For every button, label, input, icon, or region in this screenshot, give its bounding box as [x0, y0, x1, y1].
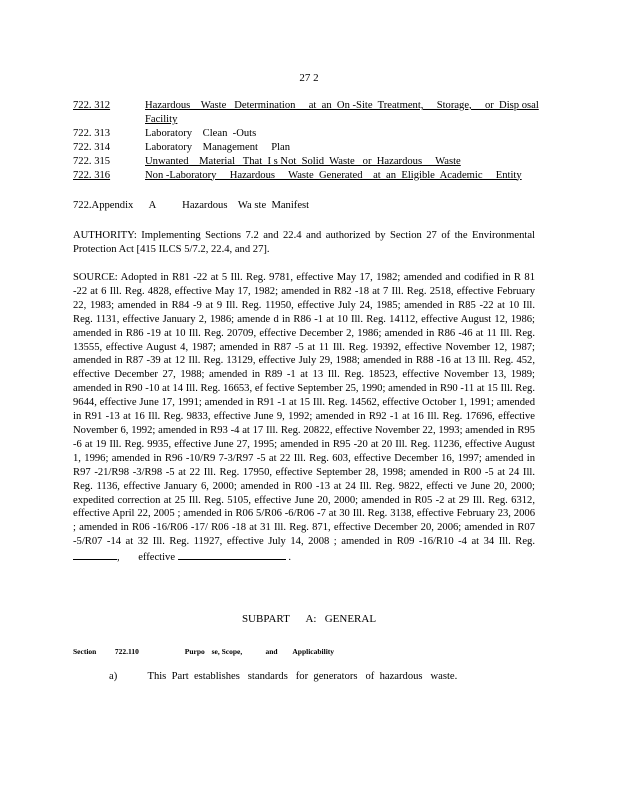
toc-section-title: Hazardous Waste Determination at an On -Site Treatment, Storage, or Disp osal: [145, 100, 539, 111]
section-title-part: and: [265, 647, 278, 656]
toc-section-number: 722. 316: [73, 169, 111, 181]
section-number: 722.110: [114, 647, 139, 656]
toc-section-number: 722. 312: [73, 100, 111, 111]
paragraph-text: This Part establishes standards for generators of hazardous waste.: [147, 671, 458, 682]
source-end: .: [288, 552, 292, 564]
source-text: SOURCE: Adopted in R81 -22 at 5 Ill. Reg. 9781, effective May 17, 1982; amended and codified in R 81 -22 at 6 Ill. Reg. 4828, effective May 17, 1982; amended in R82 -18 at 7 Ill. Reg. 2518, effective February 22, 1983; amended in R84 -9 at 9 Ill. Reg. 11950, effective July 24, 1985; amended in R85 -22 at 10 Ill. Reg. 1131, effective January 2, 1986; amende d in R86 -1 at 10 Ill. Reg. 14112, effective August 12, 1986; amended in R86 -19 at 10 Ill. Reg. 20709, effective December 2, 1986; amended in R86 -46 at 11 Ill. Reg. 13555, effective August 4, 1987; amended in R87 -5 at 11 Ill. Reg. 19392, effective November 12, 1987; amended in R87 -39 at 12 Ill. Reg. 13129, effective July 29, 1988; amended in R88 -16 at 13 Ill. Reg. 452, effective December 27, 1988; amended in R89 -1 at 13 Ill. Reg. 18523, effective November 13, 1989; amended in R90 -10 at 14 Ill. Reg. 16653, ef fective September 25, 1990; amended in R90 -11 at 15 Ill. Reg. 9644, effective June 17, 1991; amended in R91 -1 at 15 Ill. Reg. 14562, effective October 1, 1991; amended in R91 -13 at 16 Ill. Reg. 9833, effective June 9, 1992; amended in R92 -1 at 16 Ill. Reg. 17696, effective November 6, 1992; amended in R93 -4 at 17 Ill. Reg. 20822, effective November 22, 1993; amended in R95 -6 at 19 Ill. Reg. 9935, effective June 27, 1995; amended in R95 -20 at 20 Ill. Reg. 11236, effective August 1, 1996; amended in R96 -10/R9 7-3/R97 -5 at 22 Ill. Reg. 603, effective December 16, 1997; amended in R97 -21/R98 -3/R98 -5 at 22 Ill. Reg. 17950, effective September 28, 1998; amended in R00 -5 at 24 Ill. Reg. 1136, effective January 6, 2000; amended in R00 -13 at 24 Ill. Reg. 9822, effecti ve June 20, 2000; expedited correction at 25 Ill. Reg. 5105, effective June 20, 2000; amended in R05 -2 at 29 Ill. Reg. 6312, effective April 22, 2005 ; amended in R06 5/R06 -6/R06 -7 at 30 Ill. Reg. 3138, effective February 23, 2006 ; amended in R06 -16/R06 -17/ R06 -18 at 31 Ill. Reg. 871, effective December 20, 2006; amended in R07 -5/R07 -14 at 32 Ill. Reg. 11927, effective July 14, 2008 ; amended in R09 -16/R10 -4 at 34 Ill. Reg.: [73, 272, 535, 548]
section-title-part: Applicability: [292, 647, 335, 656]
toc-row: [73, 113, 533, 127]
toc-row: [73, 99, 539, 113]
authority-paragraph: AUTHORITY: Implementing Sections 7.2 and 22.4 and authorized by Section 27 of the Environmental Protection Act [415 ILCS 5/7.2, 22.4, and 27].: [73, 230, 535, 255]
toc-section-title: Laboratory Management Plan: [145, 141, 291, 153]
toc-section-title-continued: Facility: [145, 113, 178, 125]
subpart-heading: SUBPART A: GENERAL: [241, 613, 377, 625]
section-heading: [73, 645, 334, 659]
toc-section-number: 722. 314: [73, 141, 111, 153]
paragraph-a: [109, 670, 457, 684]
toc-section-number: 722. 313: [73, 127, 111, 139]
toc-row: [73, 155, 533, 169]
section-title-part: se, Scope,: [211, 647, 243, 656]
toc-section-title: Unwanted Material That I s Not Solid Waste or Hazardous Waste: [145, 155, 461, 167]
toc-row: [73, 127, 533, 141]
paragraph-label: a): [109, 671, 118, 682]
page-number: 27 2: [299, 72, 319, 84]
toc-row: [73, 169, 533, 183]
section-title-part: Purpo: [184, 647, 205, 656]
toc-section-title: Non -Laboratory Hazardous Waste Generated at an Eligible Academic Entity: [145, 169, 522, 181]
toc-section-number: 722. 315: [73, 155, 111, 167]
blank-line-effective: [178, 549, 286, 560]
source-effective: , effective: [117, 552, 176, 564]
blank-line-reg: [73, 549, 117, 560]
toc-row: [73, 141, 533, 155]
section-label: Section: [73, 647, 97, 656]
table-of-contents: [73, 99, 539, 182]
appendix-entry: 722.Appendix A Hazardous Wa ste Manifest: [73, 200, 310, 211]
source-paragraph: [73, 271, 535, 565]
toc-section-title: Laboratory Clean -Outs: [145, 127, 257, 139]
